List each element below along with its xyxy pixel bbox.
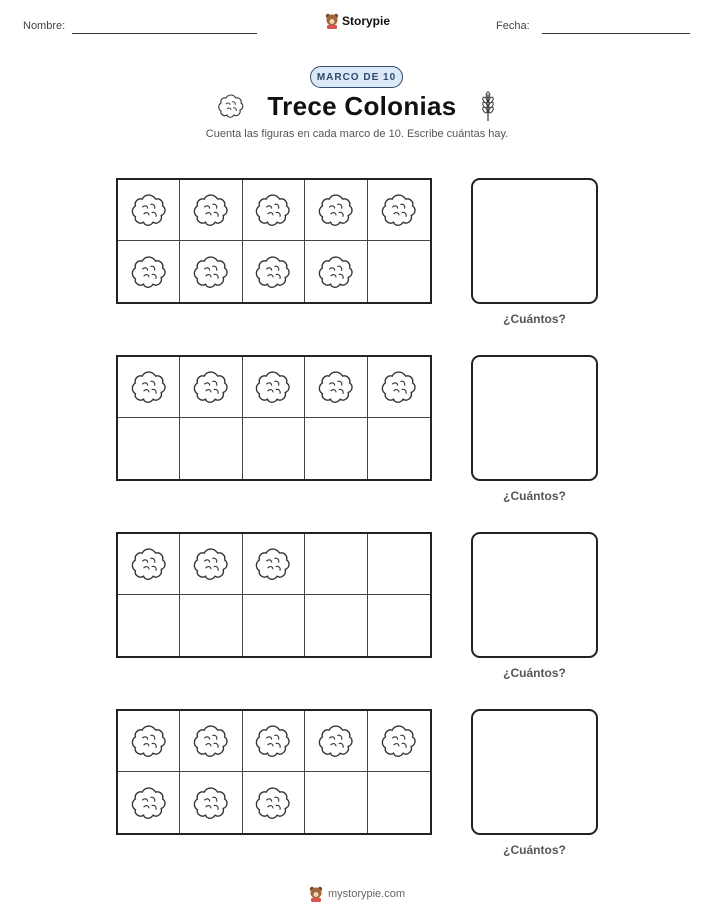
answer-box-3[interactable] <box>471 532 598 658</box>
cotton-boll-icon <box>130 191 168 229</box>
cotton-boll-icon <box>317 722 355 760</box>
frame-cell <box>305 595 367 656</box>
cotton-boll-icon <box>130 545 168 583</box>
frame-cell <box>118 534 180 595</box>
date-line[interactable] <box>542 33 690 34</box>
frame-cell <box>368 595 430 656</box>
frame-cell <box>368 534 430 595</box>
frame-cell <box>243 534 305 595</box>
cotton-boll-icon <box>130 784 168 822</box>
frame-cell <box>118 711 180 772</box>
frame-cell <box>243 357 305 418</box>
cotton-boll-icon <box>380 722 418 760</box>
cotton-boll-icon <box>192 253 230 291</box>
frame-cell <box>305 534 367 595</box>
date-label: Fecha: <box>496 20 530 32</box>
frame-cell <box>368 357 430 418</box>
cotton-boll-icon <box>130 722 168 760</box>
frame-cell <box>368 772 430 833</box>
frame-cell <box>118 772 180 833</box>
how-many-label-4: ¿Cuántos? <box>503 843 566 857</box>
frame-cell <box>305 418 367 479</box>
frame-cell <box>243 711 305 772</box>
frame-cell <box>118 418 180 479</box>
frame-cell <box>180 241 242 302</box>
name-line[interactable] <box>72 33 257 34</box>
cotton-boll-icon <box>254 722 292 760</box>
frame-cell <box>180 595 242 656</box>
cotton-boll-icon <box>192 784 230 822</box>
frame-cell <box>305 241 367 302</box>
cotton-boll-icon <box>130 253 168 291</box>
frame-cell <box>243 418 305 479</box>
instructions: Cuenta las figuras en cada marco de 10. Escribe cuántas hay. <box>205 128 509 140</box>
frame-cell <box>243 595 305 656</box>
frame-cell <box>305 357 367 418</box>
cotton-boll-icon <box>254 191 292 229</box>
cotton-boll-icon <box>217 92 245 120</box>
bear-mascot-icon <box>309 886 323 902</box>
frame-cell <box>305 772 367 833</box>
how-many-label-2: ¿Cuántos? <box>503 489 566 503</box>
footer <box>0 886 714 902</box>
frame-cell <box>368 241 430 302</box>
answer-box-2[interactable] <box>471 355 598 481</box>
cotton-boll-icon <box>380 191 418 229</box>
cotton-boll-icon <box>317 253 355 291</box>
frame-cell <box>305 180 367 241</box>
worksheet-type-badge: MARCO DE 10 <box>310 66 403 88</box>
frame-cell <box>368 711 430 772</box>
cotton-boll-icon <box>192 368 230 406</box>
frame-cell <box>368 418 430 479</box>
cotton-boll-icon <box>254 253 292 291</box>
frame-cell <box>243 772 305 833</box>
cotton-boll-icon <box>317 191 355 229</box>
page-title: Trece Colonias <box>267 90 457 121</box>
cotton-boll-icon <box>192 545 230 583</box>
cotton-boll-icon <box>254 784 292 822</box>
how-many-label-1: ¿Cuántos? <box>503 312 566 326</box>
cotton-boll-icon <box>254 368 292 406</box>
frame-cell <box>180 534 242 595</box>
frame-cell <box>180 772 242 833</box>
frame-cell <box>118 180 180 241</box>
ten-frame-3 <box>116 532 432 658</box>
cotton-boll-icon <box>192 191 230 229</box>
cotton-boll-icon <box>380 368 418 406</box>
frame-cell <box>305 711 367 772</box>
cotton-boll-icon <box>317 368 355 406</box>
frame-cell <box>118 357 180 418</box>
frame-cell <box>180 180 242 241</box>
ten-frame-4 <box>116 709 432 835</box>
ten-frame-1 <box>116 178 432 304</box>
frame-cell <box>180 357 242 418</box>
cotton-boll-icon <box>254 545 292 583</box>
frame-cell <box>118 241 180 302</box>
footer-url: mystorypie.com <box>327 888 406 900</box>
answer-box-1[interactable] <box>471 178 598 304</box>
how-many-label-3: ¿Cuántos? <box>503 666 566 680</box>
wheat-icon <box>479 90 497 122</box>
frame-cell <box>180 711 242 772</box>
brand-name: Storypie <box>342 14 391 28</box>
brand-logo <box>325 13 390 29</box>
frame-cell <box>118 595 180 656</box>
cotton-boll-icon <box>192 722 230 760</box>
frame-cell <box>243 180 305 241</box>
answer-box-4[interactable] <box>471 709 598 835</box>
ten-frame-2 <box>116 355 432 481</box>
frame-cell <box>368 180 430 241</box>
name-label: Nombre: <box>23 20 66 32</box>
title-row <box>0 90 714 122</box>
bear-mascot-icon <box>325 13 339 29</box>
frame-cell <box>180 418 242 479</box>
cotton-boll-icon <box>130 368 168 406</box>
frame-cell <box>243 241 305 302</box>
